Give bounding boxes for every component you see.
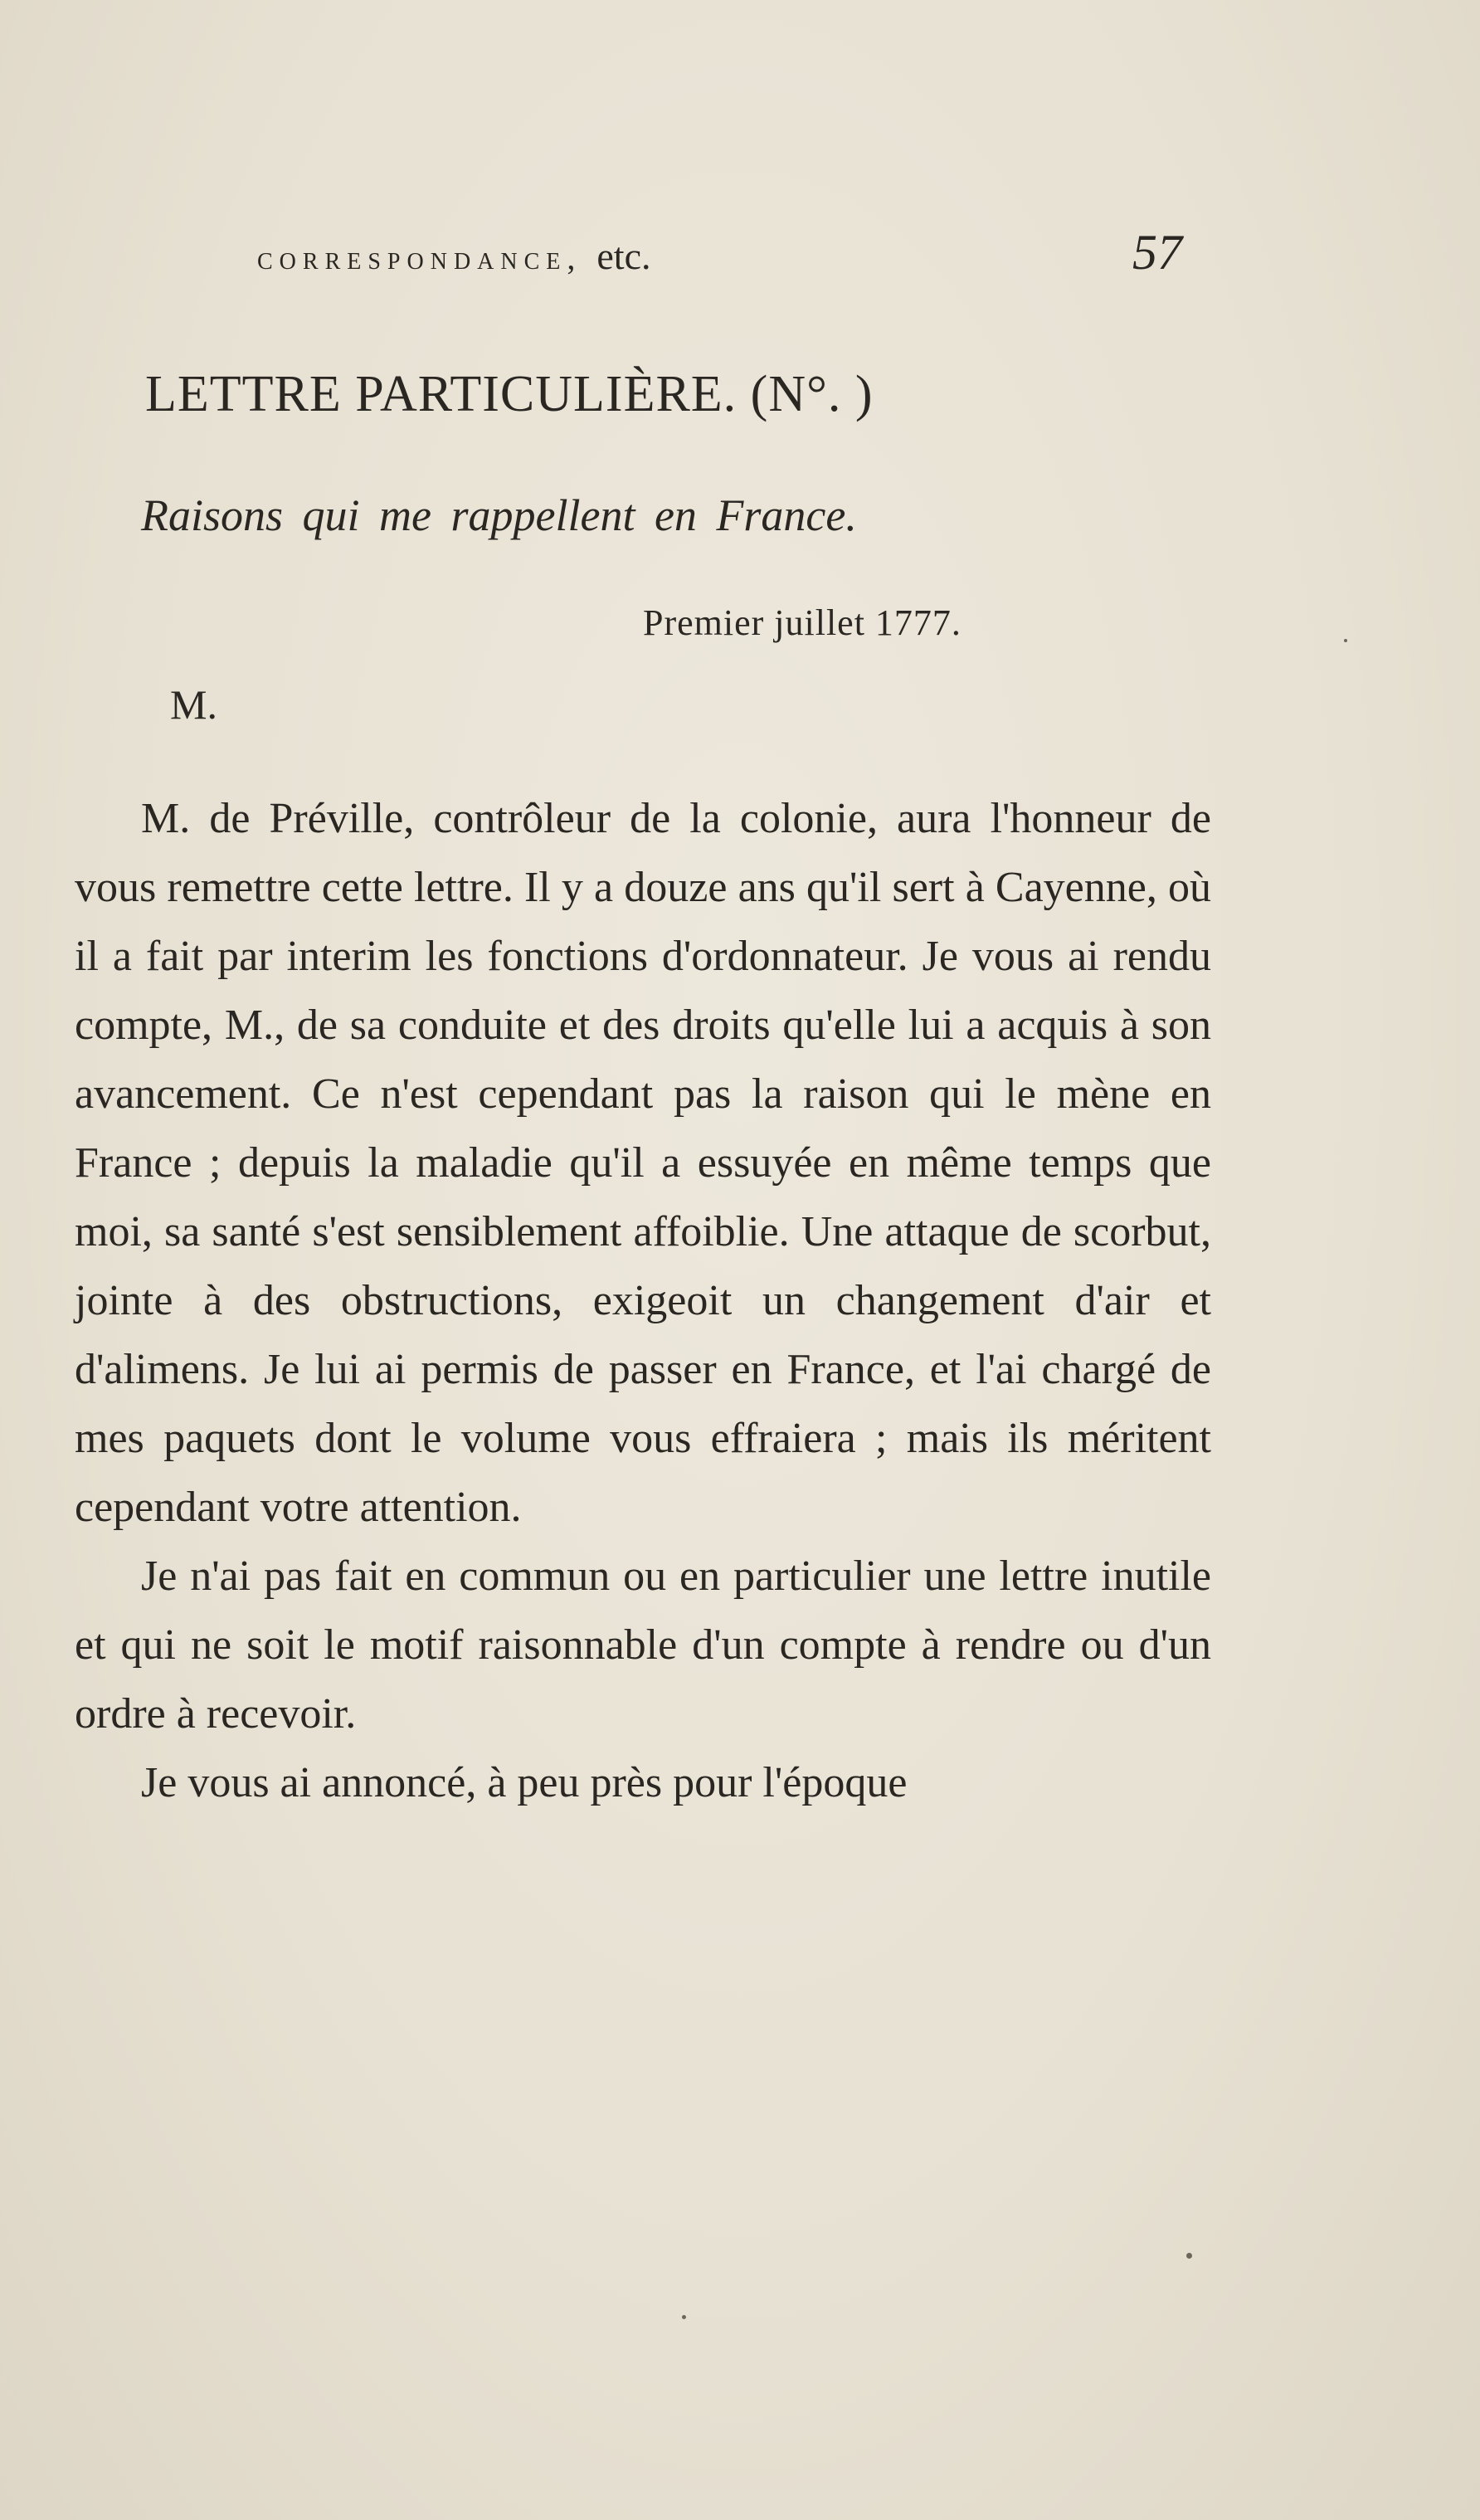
letter-subtitle: Raisons qui me rappellent en France. <box>141 490 857 540</box>
paragraph-1: M. de Préville, contrôleur de la colonie, aura l'honneur de vous remettre cette lettre. Il y a douze ans qu'il sert à Cayenne, où il a fait par interim les fonctions d'ordonnateur. Je vous ai rendu compte, M., de sa conduite et des droits qu'elle lui a acquis à son avancement. Ce n'est cependant pas la raison qui le mène en France ; depuis la maladie qu'il a essuyée en même temps que moi, sa santé s'est sensiblement affoiblie. Une attaque de scorbut, jointe à des obstructions, exigeoit un changement d'air et d'alimens. Je lui ai permis de passer en France, et l'ai chargé de mes paquets dont le volume vous effraiera ; mais ils méritent cependant votre attention. <box>75 795 1211 1531</box>
paper-speck <box>682 2315 686 2319</box>
running-title-text: correspondance, <box>257 239 582 276</box>
page-header <box>257 224 1220 282</box>
letter-title: LETTRE PARTICULIÈRE. (N°. ) <box>145 366 874 422</box>
paper-speck <box>1344 639 1347 642</box>
salutation: M. <box>170 681 217 728</box>
paragraph-2: Je n'ai pas fait en commun ou en particulier une lettre inutile et qui ne soit le motif raisonnable d'un compte à rendre ou d'un ordre à recevoir. <box>75 1552 1211 1738</box>
letter-body <box>75 784 1211 1817</box>
page-number: 57 <box>1132 225 1182 280</box>
letter-date: Premier juillet 1777. <box>643 602 962 643</box>
paragraph-3: Je vous ai annoncé, à peu près pour l'époque <box>141 1759 908 1806</box>
running-title <box>257 234 651 278</box>
paper-speck <box>1186 2253 1192 2259</box>
running-title-etc: etc. <box>596 235 651 277</box>
